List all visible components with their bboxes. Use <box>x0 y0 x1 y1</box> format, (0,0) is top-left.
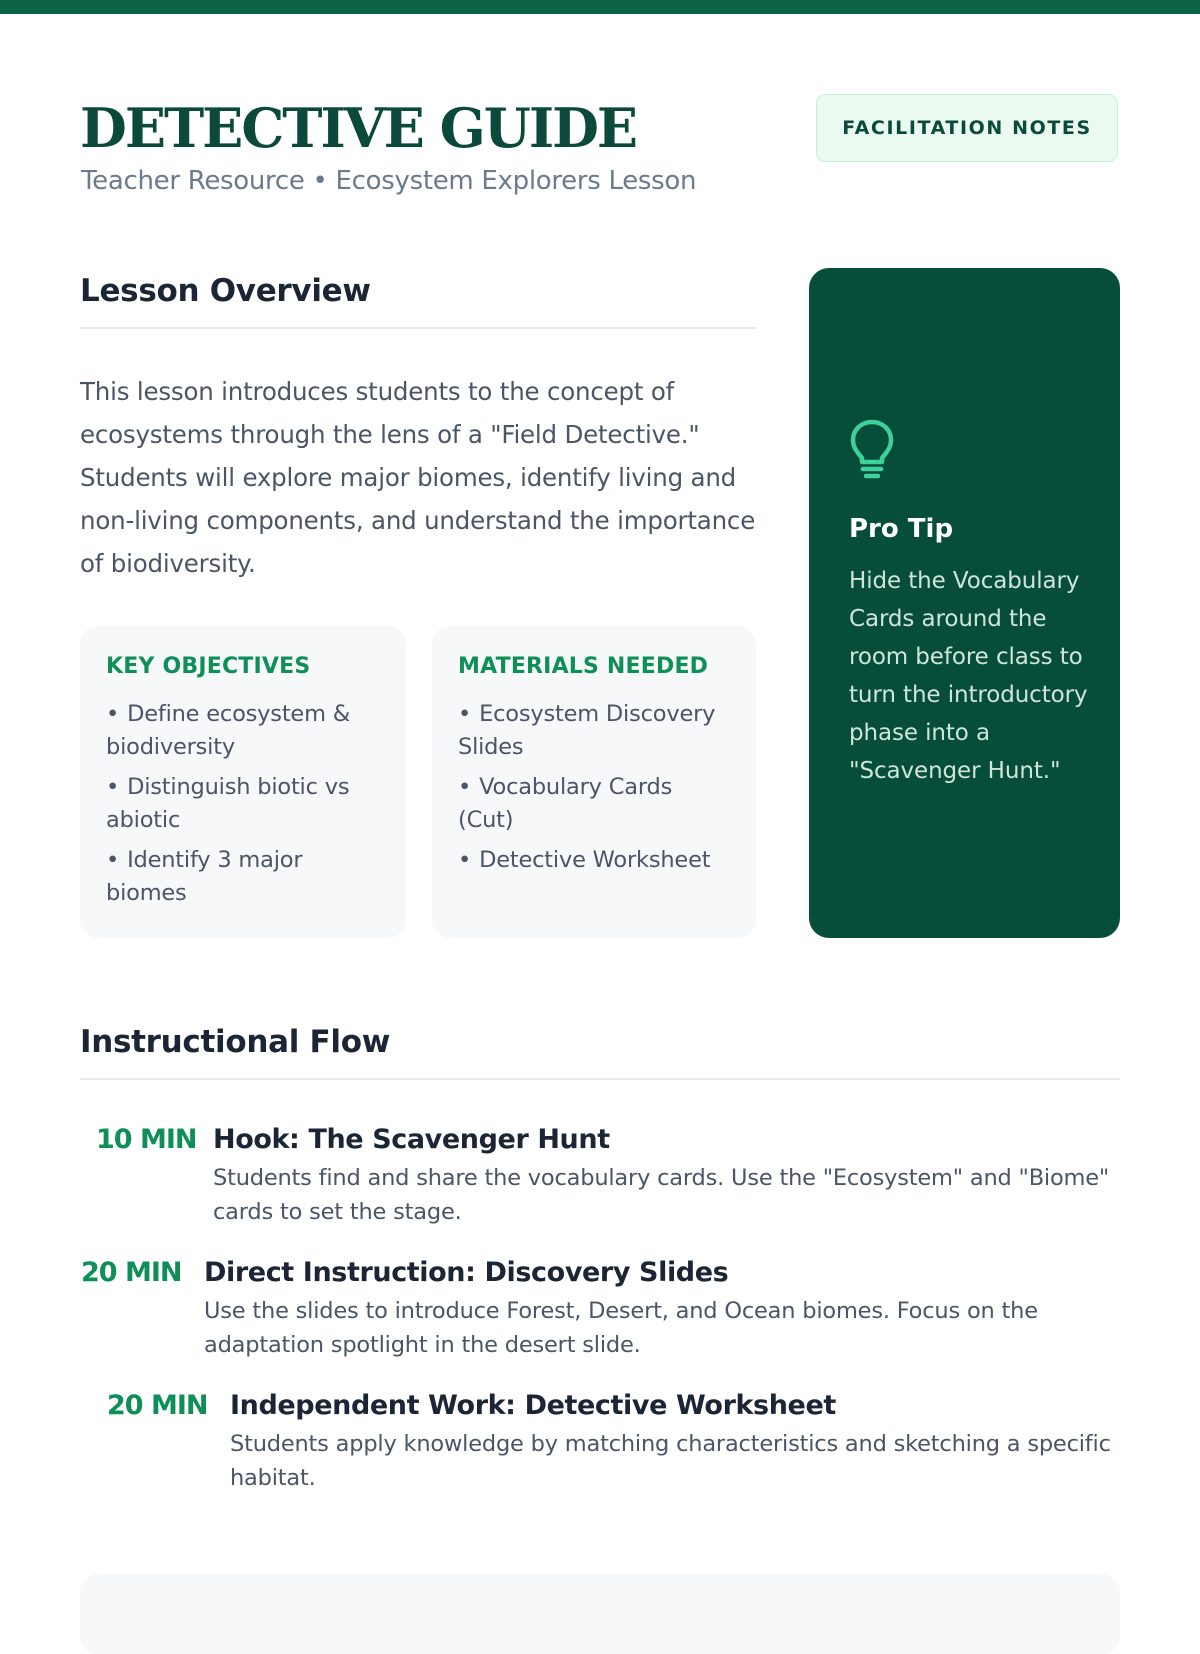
key-objectives-title: KEY OBJECTIVES <box>106 654 311 679</box>
step-title: Hook: The Scavenger Hunt <box>213 1124 610 1155</box>
instructional-flow-heading: Instructional Flow <box>80 1024 391 1060</box>
step-description: Students apply knowledge by matching characteristics and sketching a specific habitat. <box>230 1431 1111 1491</box>
pro-tip-panel <box>809 268 1120 938</box>
next-section-card <box>80 1574 1120 1654</box>
page-title: DETECTIVE GUIDE <box>80 96 637 160</box>
step-description: Students find and share the vocabulary cards. Use the "Ecosystem" and "Biome" cards to set the stage. <box>213 1165 1110 1225</box>
step-title: Independent Work: Detective Worksheet <box>230 1390 836 1421</box>
list-item: • Distinguish biotic vs abiotic <box>106 774 350 833</box>
step-description: Use the slides to introduce Forest, Desert, and Ocean biomes. Focus on the adaptation spotlight in the desert slide. <box>204 1298 1038 1358</box>
section-divider <box>80 327 756 329</box>
pro-tip-body: Hide the Vocabulary Cards around the room before class to turn the introductory phase into a "Scavenger Hunt." <box>849 568 1088 784</box>
materials-needed-title: MATERIALS NEEDED <box>458 654 709 679</box>
step-duration: 10 MIN <box>96 1124 197 1155</box>
facilitation-notes-badge: FACILITATION NOTES <box>816 94 1118 162</box>
step-duration: 20 MIN <box>81 1257 182 1288</box>
page-subtitle: Teacher Resource • Ecosystem Explorers Lesson <box>81 166 697 196</box>
lightbulb-icon <box>849 418 895 480</box>
key-objectives-card <box>80 626 406 938</box>
lesson-intro-paragraph: This lesson introduces students to the concept of ecosystems through the lens of a "Field Detective." Students will explore major biomes, identify living and non-living components, and understand the importance of biodiversity. <box>80 377 756 578</box>
top-accent-bar <box>0 0 1200 14</box>
materials-needed-card <box>432 626 756 938</box>
list-item: • Detective Worksheet <box>458 847 711 873</box>
list-item: • Vocabulary Cards (Cut) <box>458 774 673 833</box>
list-item: • Identify 3 major biomes <box>106 847 303 906</box>
step-title: Direct Instruction: Discovery Slides <box>204 1257 729 1288</box>
lesson-overview-heading: Lesson Overview <box>80 273 371 309</box>
materials-list <box>458 698 732 877</box>
objectives-list <box>106 698 382 910</box>
section-divider <box>80 1078 1120 1080</box>
pro-tip-title: Pro Tip <box>849 514 954 544</box>
list-item: • Ecosystem Discovery Slides <box>458 701 716 760</box>
step-duration: 20 MIN <box>107 1390 208 1421</box>
list-item: • Define ecosystem & biodiversity <box>106 701 351 760</box>
